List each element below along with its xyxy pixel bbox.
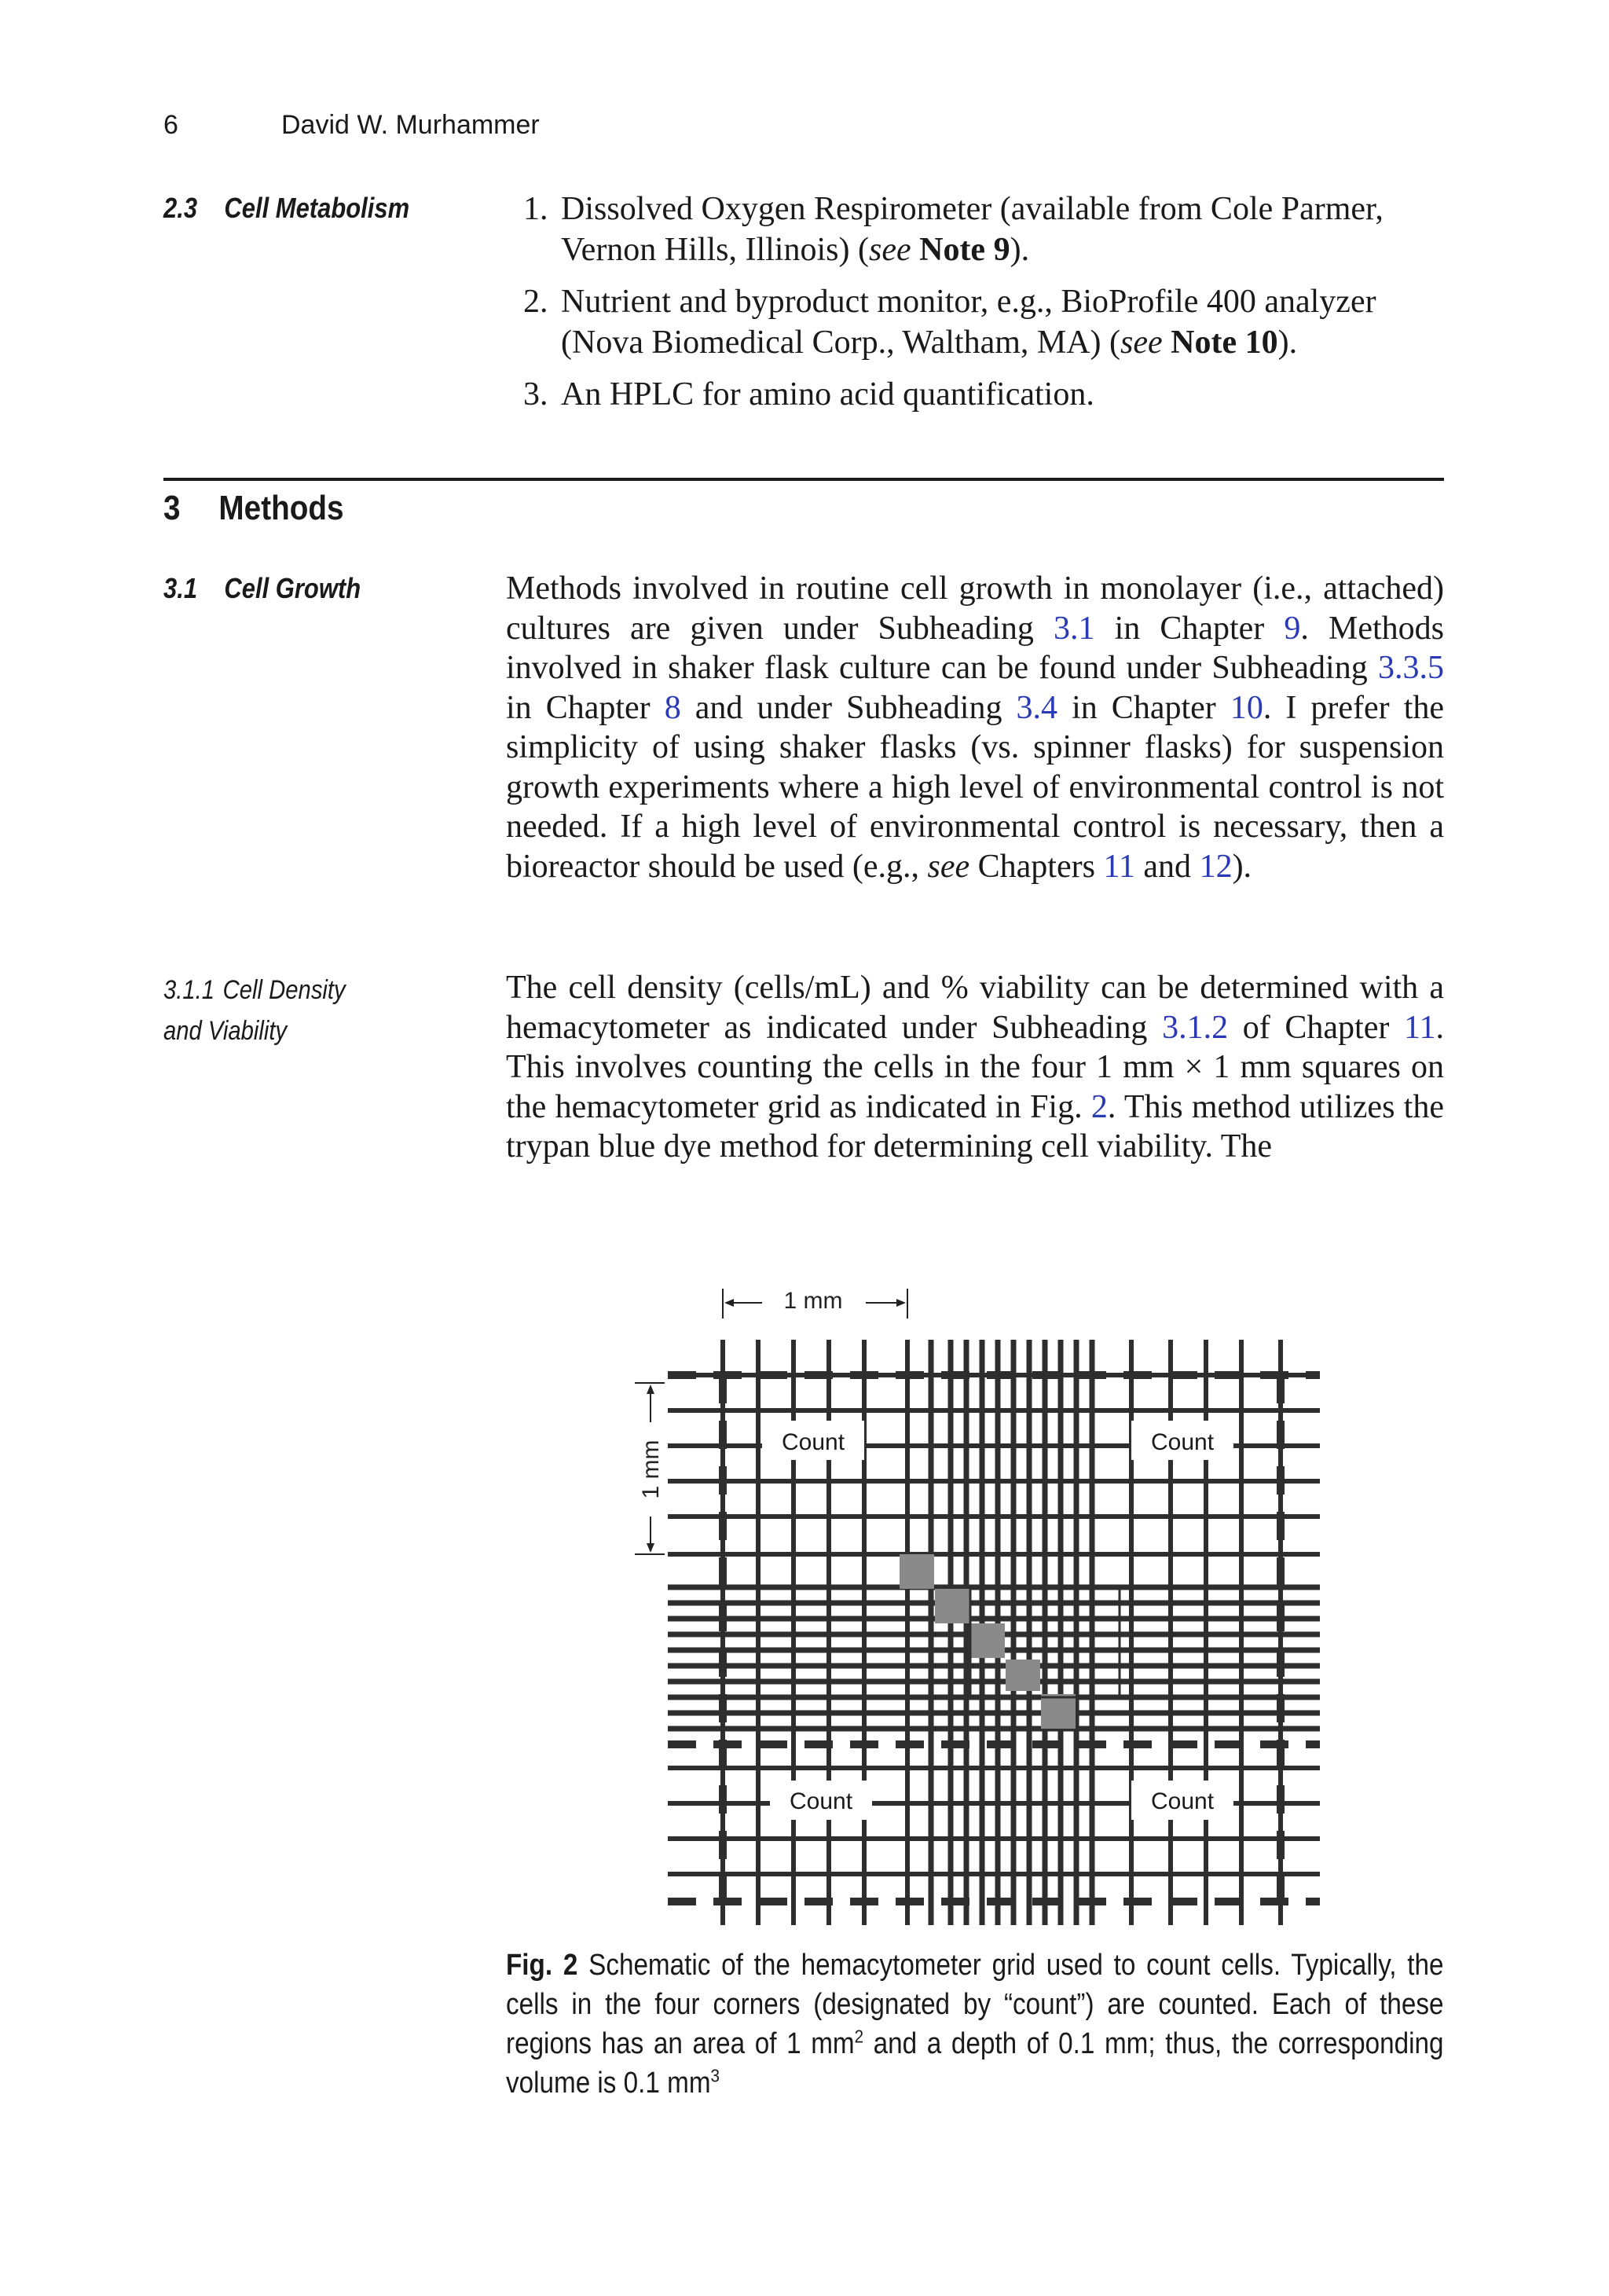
list-item: 3. An HPLC for amino acid quantification. xyxy=(523,376,1094,413)
subheading-link[interactable]: 3.1.2 xyxy=(1162,1009,1229,1046)
subsubsection-title: and Viability xyxy=(163,1016,288,1046)
count-label: Count xyxy=(789,1788,853,1814)
hemacytometer-figure xyxy=(621,1273,1343,1925)
subheading-link[interactable]: 3.1 xyxy=(1053,610,1095,647)
dimension-label-left: 1 mm xyxy=(638,1440,664,1499)
section-heading-3 xyxy=(163,489,344,528)
section-title: Methods xyxy=(218,489,344,527)
chapter-link[interactable]: 10 xyxy=(1230,689,1263,726)
chapter-link[interactable]: 11 xyxy=(1404,1009,1436,1046)
paragraph-cell-growth: Methods involved in routine cell growth in monolayer (i.e., attached) cultures are given under Subheading 3.1 in Chapter 9. Methods involved in shaker flask culture can be found under Subheading 3.3.5 in Chapter 8 and under Subheading 3.4 in Chapter 10. I prefer the simplicity of using shaker flasks (vs. spinner flasks) for suspension growth experiments where a high level of environmental control is not needed. If a high level of environmental control is necessary, then a bioreactor should be used (e.g., see Chapters 11 and 12). xyxy=(506,570,1445,885)
center-shaded-square xyxy=(970,1623,1005,1658)
center-shaded-square xyxy=(935,1589,969,1623)
chapter-link[interactable]: 8 xyxy=(664,689,681,726)
subheading-link[interactable]: 3.3.5 xyxy=(1378,650,1444,686)
center-shaded-square xyxy=(1006,1660,1040,1691)
count-label: Count xyxy=(1150,1429,1215,1455)
chapter-link[interactable]: 11 xyxy=(1103,848,1135,885)
figure-link[interactable]: 2 xyxy=(1090,1088,1108,1125)
page-number: 6 xyxy=(163,110,178,140)
running-head xyxy=(163,110,540,141)
figure-label: Fig. 2 xyxy=(506,1949,578,1982)
paragraph-cell-density: The cell density (cells/mL) and % viability can be determined with a hemacytometer as indicated under Subheading 3.1.2 of Chapter 11. This involves counting the cells in the four 1 mm × 1 mm squares on the hemacytometer grid as indicated in Fig. 2. This method utilizes the trypan blue dye method for determining cell viability. The xyxy=(506,970,1444,1165)
center-shaded-square xyxy=(900,1554,934,1589)
section-rule xyxy=(163,478,1444,481)
subheading-link[interactable]: 3.4 xyxy=(1016,689,1058,726)
subsection-number: 2.3 xyxy=(163,192,198,224)
list-item: 1. Dissolved Oxygen Respirometer (available from Cole Parmer, Vernon Hills, Illinois) (see Note 9). xyxy=(523,191,1384,268)
subsection-heading-3-1 xyxy=(163,572,361,605)
subsubsection-heading-3-1-1 xyxy=(163,970,346,1051)
center-shaded-square xyxy=(1041,1694,1076,1729)
list-item: 2. Nutrient and byproduct monitor, e.g., BioProfile 400 analyzer (Nova Biomedical Corp., Waltham, MA) (see Note 10). xyxy=(523,284,1376,361)
note-reference[interactable]: Note 9 xyxy=(919,232,1010,268)
chapter-link[interactable]: 12 xyxy=(1199,848,1233,885)
dimension-label-top: 1 mm xyxy=(783,1288,843,1314)
count-label: Count xyxy=(1150,1788,1215,1814)
subsection-heading-2-3 xyxy=(163,192,409,225)
subsection-number: 3.1 xyxy=(163,572,198,604)
running-head-author: David W. Murhammer xyxy=(281,110,540,140)
chapter-link[interactable]: 9 xyxy=(1284,610,1301,647)
count-label: Count xyxy=(781,1429,845,1455)
subsection-title: Cell Metabolism xyxy=(224,192,410,224)
hemacytometer-grid xyxy=(621,1273,1343,1925)
materials-list xyxy=(517,189,1444,426)
subsubsection-number: 3.1.1 xyxy=(163,975,215,1005)
figure-caption: Fig. 2 Schematic of the hemacytometer grid used to count cells. Typically, the cells in the four corners (designated by “count”) are counted. Each of these regions has an area of 1 $mm^2$ and a depth of 0.1 mm; thus, the corresponding volume is 0.1 $mm^3$ xyxy=(506,1949,1444,2100)
subsubsection-title: Cell Density xyxy=(222,975,346,1005)
section-number: 3 xyxy=(163,489,181,527)
subsection-title: Cell Growth xyxy=(224,572,361,604)
note-reference[interactable]: Note 10 xyxy=(1171,325,1278,361)
